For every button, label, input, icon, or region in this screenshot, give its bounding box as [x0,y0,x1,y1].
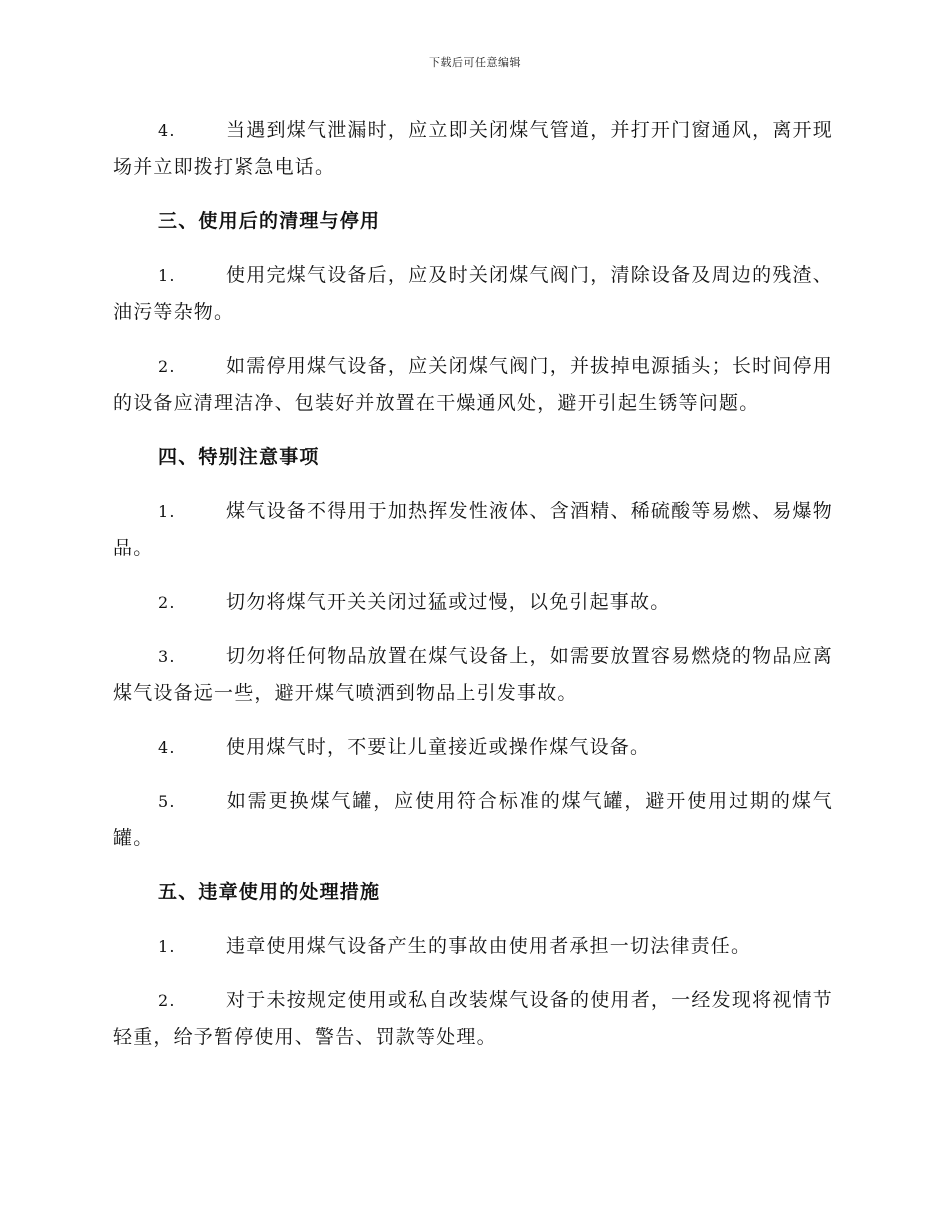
item-number: 2. [158,991,176,1010]
list-item [113,348,833,422]
list-item [113,112,833,186]
item-text: 使用完煤气设备后，应及时关闭煤气阀门，清除设备及周边的残渣、油污等杂物。 [113,264,833,323]
list-item [113,493,833,567]
section-heading: 四、特别注意事项 [158,446,320,468]
list-item [113,729,833,766]
page-header: 下载后可任意编辑 [429,56,521,69]
item-number: 2. [158,357,176,376]
item-number: 4. [158,738,176,757]
item-number: 5. [158,792,176,811]
list-item [113,928,833,965]
item-number: 1. [158,502,176,521]
list-item [113,783,833,857]
item-text: 切勿将煤气开关关闭过猛或过慢，以免引起事故。 [226,591,671,613]
item-text: 切勿将任何物品放置在煤气设备上，如需要放置容易燃烧的物品应离煤气设备远一些，避开煤气喷洒到物品上引发事故。 [113,645,833,704]
item-number: 2. [158,593,176,612]
item-number: 4. [158,121,176,140]
item-number: 3. [158,647,176,666]
document-body [113,112,833,1073]
section-heading: 五、违章使用的处理措施 [158,881,381,903]
item-number: 1. [158,266,176,285]
list-item [113,638,833,712]
section-heading: 三、使用后的清理与停用 [158,210,381,232]
item-text: 违章使用煤气设备产生的事故由使用者承担一切法律责任。 [226,935,752,957]
list-item [113,584,833,621]
item-number: 1. [158,937,176,956]
item-text: 如需停用煤气设备，应关闭煤气阀门，并拔掉电源插头；长时间停用的设备应清理洁净、包装好并放置在干燥通风处，避开引起生锈等问题。 [113,355,833,414]
item-text: 当遇到煤气泄漏时，应立即关闭煤气管道，并打开门窗通风，离开现场并立即拨打紧急电话。 [113,119,833,178]
list-item [113,982,833,1056]
item-text: 对于未按规定使用或私自改装煤气设备的使用者，一经发现将视情节轻重，给予暂停使用、警告、罚款等处理。 [113,989,833,1048]
item-text: 煤气设备不得用于加热挥发性液体、含酒精、稀硫酸等易燃、易爆物品。 [113,500,833,559]
list-item [113,257,833,331]
item-text: 使用煤气时，不要让儿童接近或操作煤气设备。 [226,736,651,758]
item-text: 如需更换煤气罐，应使用符合标准的煤气罐，避开使用过期的煤气罐。 [113,790,833,849]
